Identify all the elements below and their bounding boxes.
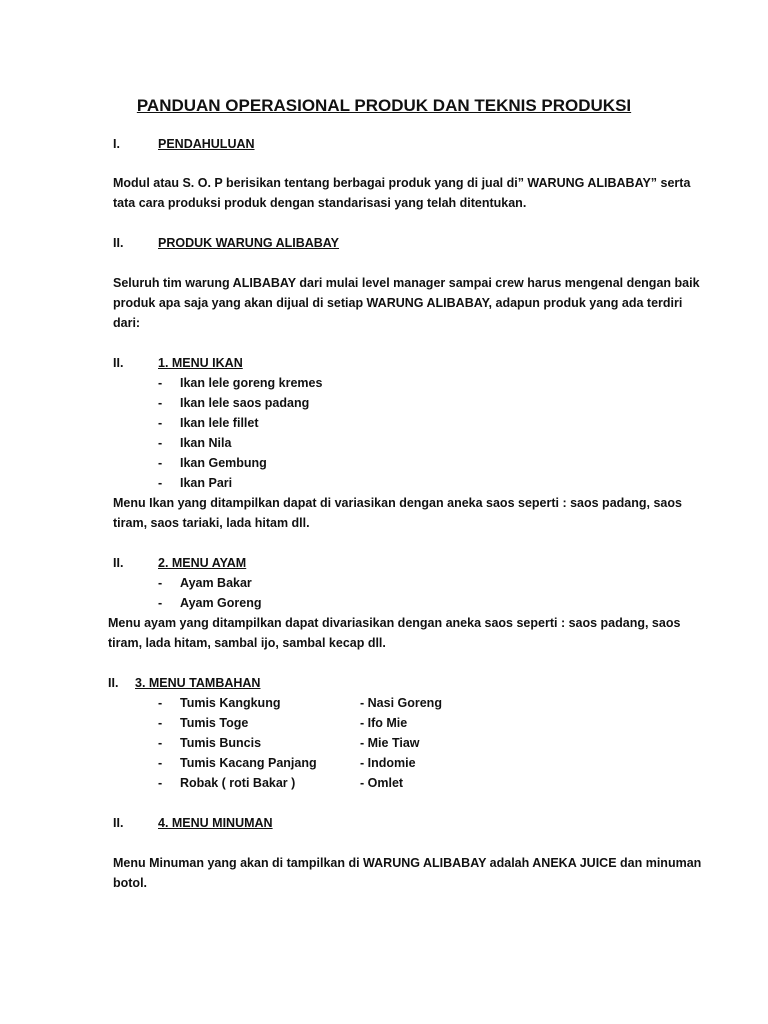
list-item: Ikan Nila [180,436,232,450]
bullet-dash: - [158,416,163,430]
section-heading-products: PRODUK WARUNG ALIBABAY [158,236,340,250]
list-item: Ikan Pari [180,476,233,490]
list-item: Tumis Buncis [180,736,262,750]
section-heading-ikan: 1. MENU IKAN [158,356,243,370]
bullet-dash: - [158,376,163,390]
bullet-dash: - [158,756,163,770]
bullet-dash: - [158,716,163,730]
bullet-dash: - [158,476,163,490]
section-heading-ayam: 2. MENU AYAM [158,556,247,570]
bullet-dash: - [158,396,163,410]
products-paragraph-line: produk apa saja yang akan dijual di setiap WARUNG ALIBABAY, adapun produk yang ada terdiri [113,296,683,310]
bullet-dash: - [158,576,163,590]
bullet-dash: - [158,776,163,790]
ikan-paragraph-line: tiram, saos tariaki, lada hitam dll. [113,516,310,530]
list-item: Ikan lele goreng kremes [180,376,323,390]
list-item: - Mie Tiaw [360,736,420,750]
bullet-dash: - [158,456,163,470]
list-item: Tumis Kangkung [180,696,281,710]
list-item: Ikan Gembung [180,456,267,470]
document-title: PANDUAN OPERASIONAL PRODUK DAN TEKNIS PRODUKSI [136,96,632,115]
section-number-ayam: II. [113,556,124,570]
ayam-paragraph-line: tiram, lada hitam, sambal ijo, sambal kecap dll. [108,636,386,650]
section-number-products: II. [113,236,124,250]
intro-paragraph-line: Modul atau S. O. P berisikan tentang berbagai produk yang di jual di” WARUNG ALIBABAY” serta [113,176,691,190]
bullet-dash: - [158,596,163,610]
list-item: Ikan lele fillet [180,416,259,430]
products-paragraph-line: dari: [113,316,141,330]
section-number-tambahan: II. [108,676,119,690]
ayam-paragraph-line: Menu ayam yang ditampilkan dapat divariasikan dengan aneka saos seperti : saos padang, saos [108,616,681,630]
minuman-paragraph-line: botol. [113,876,148,890]
bullet-dash: - [158,736,163,750]
list-item: Ayam Bakar [180,576,252,590]
section-number-intro: I. [113,137,120,151]
list-item: - Indomie [360,756,416,770]
section-heading-tambahan: 3. MENU TAMBAHAN [135,676,261,690]
products-paragraph-line: Seluruh tim warung ALIBABAY dari mulai level manager sampai crew harus mengenal dengan baik [113,276,700,290]
list-item: - Nasi Goreng [360,696,442,710]
list-item: Tumis Kacang Panjang [180,756,317,770]
list-item: - Omlet [360,776,404,790]
list-item: - Ifo Mie [360,716,408,730]
bullet-dash: - [158,436,163,450]
ikan-paragraph-line: Menu Ikan yang ditampilkan dapat di variasikan dengan aneka saos seperti : saos padang, saos [113,496,682,510]
list-item: Ikan lele saos padang [180,396,310,410]
section-heading-minuman: 4. MENU MINUMAN [158,816,273,830]
intro-paragraph-line: tata cara produksi produk dengan standarisasi yang telah ditentukan. [113,196,527,210]
section-number-ikan: II. [113,356,124,370]
minuman-paragraph-line: Menu Minuman yang akan di tampilkan di WARUNG ALIBABAY adalah ANEKA JUICE dan minuman [113,856,702,870]
list-item: Robak ( roti Bakar ) [180,776,296,790]
list-item: Tumis Toge [180,716,249,730]
section-number-minuman: II. [113,816,124,830]
section-heading-intro: PENDAHULUAN [158,137,255,151]
list-item: Ayam Goreng [180,596,262,610]
bullet-dash: - [158,696,163,710]
